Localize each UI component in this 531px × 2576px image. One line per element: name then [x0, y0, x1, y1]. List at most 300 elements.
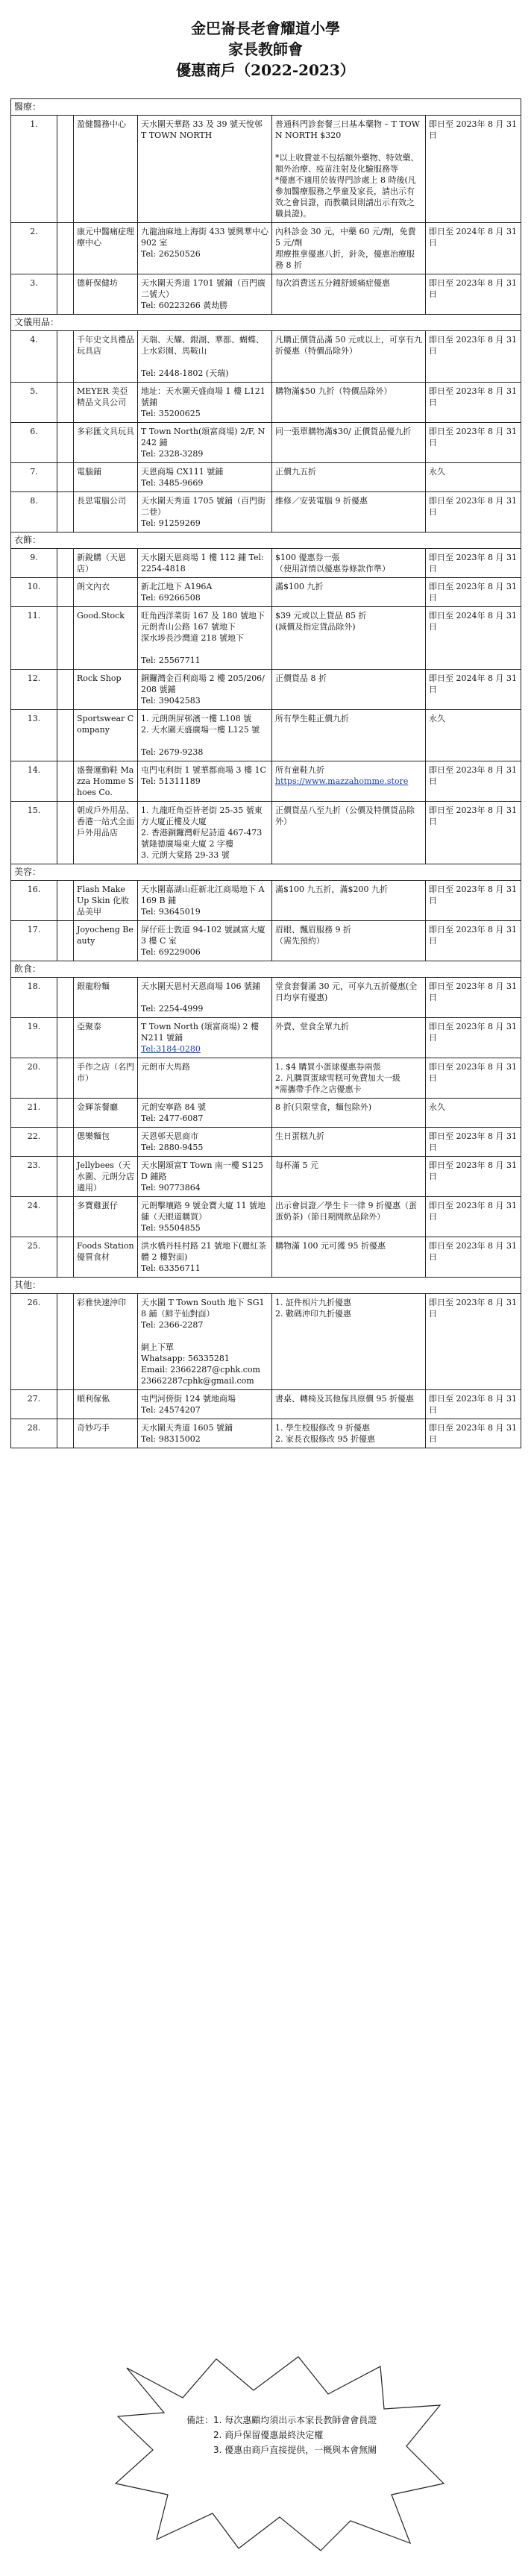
- offer-detail: [272, 578, 426, 607]
- shop-address: [138, 1099, 272, 1128]
- text-line: Tel: 69266508: [141, 593, 201, 603]
- remarks-line-1: 備註：1. 每次惠顧均須出示本家長教師會會員證: [186, 2415, 377, 2425]
- text-line: 23662287cphk@gmail.com: [141, 1376, 254, 1386]
- category-cell: [57, 274, 74, 315]
- row-number: 22.: [11, 1128, 57, 1157]
- text-line: 天水圍 T Town South 地下 SG18 鋪（鮮芋仙對面）: [141, 1298, 265, 1319]
- offer-detail: [272, 549, 426, 578]
- shop-address: [138, 1128, 272, 1157]
- category-cell: [57, 1099, 74, 1128]
- text-line: T Town North (頌富商場) 2 樓 N211 號鋪: [141, 1022, 260, 1043]
- table-row: [11, 881, 521, 921]
- text-line: Good.Stock: [77, 611, 125, 621]
- text-line: 出示會員證／學生卡一律 9 折優惠（蛋蛋奶茶)（節日期間飲品除外）: [275, 1201, 417, 1222]
- category-cell: [57, 1128, 74, 1157]
- text-line: （需先預約）: [275, 936, 324, 946]
- text-line: 8 折(只限堂食，麵包除外): [275, 1102, 372, 1112]
- text-line: （使用詳情以優惠券條款作準）: [275, 564, 390, 574]
- text-line: 眉眼、飄眉服務 9 折: [275, 925, 351, 934]
- row-number: 6.: [11, 423, 57, 463]
- text-line: 購物滿 100 元可獲 95 折優惠: [275, 1241, 386, 1251]
- text-line: 天水圍嘉湖山莊新北江商場地下 A 169 B 鋪: [141, 885, 265, 905]
- text-line: Tel: 69229006: [141, 947, 201, 957]
- category-cell: [57, 116, 74, 223]
- text-line: 天恩商場 CX111 號鋪: [141, 467, 224, 477]
- table-row: [11, 116, 521, 223]
- text-line: 朗文內衣: [77, 582, 110, 591]
- text-line: 電腦鋪: [77, 467, 101, 477]
- shop-address: [138, 1058, 272, 1099]
- offer-detail: [272, 1294, 426, 1390]
- offer-detail: [272, 1419, 426, 1448]
- shop-address: [138, 383, 272, 423]
- text-line: 長思電腦公司: [77, 496, 126, 506]
- text-line: 堂食套餐滿 30 元，可享九五折優惠(全日均享有優惠): [275, 981, 418, 1002]
- text-line: 天水圍天秀道 1701 號鋪（百門廣二號大）: [141, 278, 266, 299]
- text-line: 生日蛋糕九折: [275, 1131, 324, 1141]
- category-cell: [57, 978, 74, 1018]
- text-line: 盛譽運動鞋 Mazza Homme Shoes Co.: [77, 765, 134, 797]
- text-line: T Town North(頌富商場) 2/F, N242 鋪: [141, 427, 266, 447]
- shop-name: [74, 578, 138, 607]
- text-line: Tel: 3485-9669: [141, 478, 204, 488]
- offer-detail: [272, 116, 426, 223]
- offer-period: 即日至 2023年 8 月 31 日: [426, 492, 521, 533]
- text-line: 2. 天水圍天盛廣場一樓 L125 號: [141, 725, 260, 735]
- category-cell: [57, 1157, 74, 1197]
- row-number: 12.: [11, 670, 57, 710]
- text-line: 天水圍天恩商場 1 樓 112 鋪 Tel: 2254-4818: [141, 553, 264, 574]
- table-row: [11, 492, 521, 533]
- shop-name: [74, 1390, 138, 1419]
- shop-address: [138, 761, 272, 802]
- offer-detail: [272, 423, 426, 463]
- category-cell: [57, 607, 74, 670]
- table-row: [11, 1294, 521, 1390]
- table-row: [11, 1128, 521, 1157]
- text-line: Flash Make Up Skin 化妝品美甲: [77, 885, 130, 917]
- category-cell: [57, 223, 74, 274]
- text-line: 元朗擊壤路 9 號金寶大廈 11 號地舖（天眼道購買）: [141, 1201, 266, 1222]
- row-number: 17.: [11, 921, 57, 961]
- table-row: [11, 670, 521, 710]
- row-number: 13.: [11, 710, 57, 761]
- shop-name: [74, 331, 138, 383]
- page-title: 優惠商戶（2022-2023）: [176, 61, 355, 79]
- text-line: 維修／安裝電腦 9 折優惠: [275, 496, 368, 506]
- text-line: 凡購正價貨品滿 50 元或以上，可享有九折優惠（特價品除外）: [275, 335, 422, 356]
- offer-period: 即日至 2023年 8 月 31 日: [426, 802, 521, 864]
- section-heading: 醫療：: [11, 99, 521, 116]
- offer-period: 即日至 2023年 8 月 31 日: [426, 383, 521, 423]
- offer-period: 即日至 2023年 8 月 31 日: [426, 423, 521, 463]
- offer-period: 即日至 2024年 8 月 31 日: [426, 607, 521, 670]
- shop-name: [74, 607, 138, 670]
- offer-detail: [272, 1197, 426, 1237]
- section-row: [11, 864, 521, 881]
- text-line: Tel: 2679-9238: [141, 747, 204, 757]
- text-line: 1. 元朗朗屏邨濱一樓 L108 號: [141, 714, 252, 723]
- text-line: Tel: 90773864: [141, 1183, 201, 1193]
- merchant-table: [10, 98, 521, 1448]
- text-line: 銅鑼灣金百利商場 2 樓 205/206/ 208 號鋪: [141, 673, 265, 694]
- offer-period: 即日至 2023年 8 月 31 日: [426, 549, 521, 578]
- section-row: [11, 315, 521, 331]
- shop-address: [138, 1294, 272, 1390]
- table-row: [11, 549, 521, 578]
- row-number: 26.: [11, 1294, 57, 1390]
- table-row: [11, 1018, 521, 1058]
- text-line: 正價貨品 8 折: [275, 673, 327, 683]
- association-name: 家長教師會: [228, 40, 303, 58]
- offer-detail: [272, 383, 426, 423]
- category-cell: [57, 463, 74, 492]
- row-number: 5.: [11, 383, 57, 423]
- text-line: 天恩邨天恩商市: [141, 1131, 198, 1141]
- table-row: [11, 978, 521, 1018]
- shop-name: [74, 761, 138, 802]
- offer-period: 永久: [426, 463, 521, 492]
- offer-detail: [272, 607, 426, 670]
- shop-name: [74, 802, 138, 864]
- section-row: [11, 1278, 521, 1294]
- row-number: 10.: [11, 578, 57, 607]
- text-line: 九龍油麻地上海街 433 號興華中心 902 室: [141, 227, 268, 248]
- offer-detail: [272, 1128, 426, 1157]
- shop-address: [138, 549, 272, 578]
- text-line: 所有學生鞋正價九折: [275, 714, 349, 723]
- shop-name: [74, 670, 138, 710]
- text-line: 偲樂麵包: [77, 1131, 110, 1141]
- shop-name: [74, 116, 138, 223]
- text-line: 手作之店（名門市）: [77, 1062, 134, 1083]
- row-number: 16.: [11, 881, 57, 921]
- text-line: Tel: 60223266 黃劫勝: [141, 301, 228, 310]
- row-number: 27.: [11, 1390, 57, 1419]
- section-heading: 衣飾：: [11, 533, 521, 549]
- text-line: 天瑞、天耀、銀湖、華都、蝴蝶、上水彩園、馬鞍山: [141, 335, 264, 356]
- table-row: [11, 1099, 521, 1128]
- table-row: [11, 423, 521, 463]
- page-header: [0, 18, 531, 81]
- remarks-box: [112, 2353, 447, 2554]
- text-line: 天水圍頌富T Town 南一樓 S125D 鋪路: [141, 1160, 263, 1181]
- row-number: 3.: [11, 274, 57, 315]
- offer-detail: [272, 1157, 426, 1197]
- offer-period: 即日至 2023年 8 月 31 日: [426, 116, 521, 223]
- row-number: 9.: [11, 549, 57, 578]
- text-line: Tel: 91259269: [141, 518, 201, 528]
- text-line: 每杯滿 5 元: [275, 1160, 318, 1170]
- text-line: 天水圍天秀道 1705 號鋪（百門街二巷）: [141, 496, 266, 517]
- shop-address: [138, 607, 272, 670]
- shop-address: [138, 670, 272, 710]
- category-cell: [57, 670, 74, 710]
- text-line: 旺角西洋菜街 167 及 180 號地下: [141, 611, 265, 621]
- row-number: 4.: [11, 331, 57, 383]
- category-cell: [57, 921, 74, 961]
- text-line: Jellybees（天水圍、元朗分店適用）: [77, 1160, 134, 1193]
- section-heading: 其他：: [11, 1278, 521, 1294]
- shop-address: [138, 331, 272, 383]
- shop-address: [138, 274, 272, 315]
- shop-name: [74, 978, 138, 1018]
- text-line: [141, 992, 268, 1003]
- shop-name: [74, 223, 138, 274]
- row-number: 25.: [11, 1237, 57, 1278]
- text-line: [141, 644, 268, 655]
- category-cell: [57, 578, 74, 607]
- shop-name: [74, 1058, 138, 1099]
- school-name: 金巴崙長老會耀道小學: [191, 19, 340, 37]
- shop-address: [138, 1157, 272, 1197]
- section-heading: 文儀用品：: [11, 315, 521, 331]
- shop-name: [74, 549, 138, 578]
- offer-detail: [272, 223, 426, 274]
- table-row: [11, 383, 521, 423]
- row-number: 19.: [11, 1018, 57, 1058]
- text-line: 天水圍天秀道 1605 號鋪: [141, 1423, 233, 1433]
- text-line: Foods Station 優質食材: [77, 1241, 134, 1262]
- table-row: [11, 607, 521, 670]
- text-line: Tel: 95504855: [141, 1223, 201, 1233]
- offer-period: 即日至 2023年 8 月 31 日: [426, 1018, 521, 1058]
- text-line: 德軒保健坊: [77, 278, 118, 288]
- text-line: Rock Shop: [77, 673, 122, 683]
- offer-detail: [272, 761, 426, 802]
- text-line: 朝成戶外用品、香港一站式全面戶外用品店: [77, 805, 134, 838]
- category-cell: [57, 492, 74, 533]
- shop-address: [138, 1018, 272, 1058]
- category-cell: [57, 761, 74, 802]
- text-line: (減價及指定貨品除外): [275, 622, 356, 632]
- text-line: 深水埗長沙灣道 218 號地下: [141, 633, 244, 643]
- text-line: $100 優惠券一張: [275, 553, 340, 562]
- category-cell: [57, 1018, 74, 1058]
- offer-period: 即日至 2023年 8 月 31 日: [426, 274, 521, 315]
- row-number: 24.: [11, 1197, 57, 1237]
- shop-name: [74, 463, 138, 492]
- text-line: Tel: 2366-2287: [141, 1320, 204, 1330]
- text-line: 1. $4 購買小蛋球優惠券兩張: [275, 1062, 381, 1072]
- text-line: 彩雅快速沖印: [77, 1298, 126, 1307]
- offer-detail: [272, 670, 426, 710]
- text-line: 新銳購（天恩店）: [77, 553, 126, 574]
- table-row: [11, 223, 521, 274]
- text-line: 正價貨品八至九折（公價及特價貨品除外）: [275, 805, 415, 826]
- text-line: 屯門屯利街 1 號華都商場 3 樓 1C: [141, 765, 266, 775]
- category-cell: [57, 549, 74, 578]
- shop-name: [74, 1419, 138, 1448]
- offer-period: 即日至 2023年 8 月 31 日: [426, 921, 521, 961]
- shop-name: [74, 423, 138, 463]
- category-cell: [57, 1419, 74, 1448]
- table-row: [11, 921, 521, 961]
- text-line: 多寶雞蛋仔: [77, 1201, 118, 1210]
- row-number: 2.: [11, 223, 57, 274]
- offer-period: 即日至 2023年 8 月 31 日: [426, 1294, 521, 1390]
- offer-detail: [272, 1390, 426, 1419]
- row-number: 11.: [11, 607, 57, 670]
- text-line: MEYER 美亞精品文具公司: [77, 386, 128, 407]
- shop-name: [74, 1157, 138, 1197]
- text-line: 順利傢俬: [77, 1394, 110, 1404]
- text-line: Tel: 2328-3289: [141, 449, 204, 459]
- shop-name: [74, 1128, 138, 1157]
- table-row: [11, 1390, 521, 1419]
- shop-name: [74, 1237, 138, 1278]
- text-line: 天水圍天華路 33 及 39 號天悅邨 T TOWN NORTH: [141, 119, 263, 140]
- text-line: *優惠不適用於彼得門診處上 8 時後(凡參加醫療服務之學童及家長，請出示有效之會員證，而教職員則請出示有效之職員證)。: [275, 175, 416, 219]
- text-line: Tel: 35200625: [141, 409, 201, 418]
- offer-period: 即日至 2023年 8 月 31 日: [426, 578, 521, 607]
- section-heading: 美容：: [11, 864, 521, 881]
- text-line: [141, 356, 268, 368]
- text-line: https://www.mazzahomme.store: [275, 776, 409, 786]
- table-row: [11, 1157, 521, 1197]
- offer-period: 即日至 2024年 8 月 31 日: [426, 223, 521, 274]
- section-heading: 飲食：: [11, 961, 521, 978]
- offer-period: 即日至 2023年 8 月 31 日: [426, 331, 521, 383]
- text-line: 亞聚泰: [77, 1022, 101, 1031]
- text-line: 多彩匯文具玩具: [77, 427, 134, 436]
- text-line: 1. 九龍旺角亞皆老街 25-35 號東方大廈正樓及大廈: [141, 805, 263, 826]
- row-number: 18.: [11, 978, 57, 1018]
- category-cell: [57, 1294, 74, 1390]
- text-line: 奇妙巧手: [77, 1423, 110, 1433]
- category-cell: [57, 1237, 74, 1278]
- offer-period: 即日至 2023年 8 月 31 日: [426, 1390, 521, 1419]
- offer-detail: [272, 274, 426, 315]
- shop-address: [138, 492, 272, 533]
- text-line: 千年史文具禮品玩具店: [77, 335, 134, 356]
- offer-detail: [272, 492, 426, 533]
- shop-address: [138, 978, 272, 1018]
- remarks-line-2: 2. 商戶保留優惠最終決定權: [213, 2430, 324, 2440]
- shop-address: [138, 223, 272, 274]
- shop-name: [74, 492, 138, 533]
- text-line: Whatsapp: 56335281: [141, 1354, 230, 1363]
- offer-period: 即日至 2024年 8 月 31 日: [426, 670, 521, 710]
- category-cell: [57, 881, 74, 921]
- text-line: Sportswear Company: [77, 714, 134, 735]
- shop-address: [138, 463, 272, 492]
- text-line: 理療推拿優惠八折，針灸，優惠治療服務 8 折: [275, 249, 415, 270]
- text-line: 元朗市大馬路: [141, 1062, 190, 1072]
- text-line: Tel: 63356711: [141, 1263, 201, 1273]
- shop-name: [74, 1197, 138, 1237]
- text-line: Tel: 25567711: [141, 656, 201, 665]
- remarks-line-3: 3. 優惠由商戶直接提供，一概與本會無關: [213, 2445, 377, 2455]
- text-line: Joyocheng Beauty: [77, 925, 133, 946]
- text-line: 康元中醫痛症理療中心: [77, 227, 134, 248]
- row-number: 1.: [11, 116, 57, 223]
- offer-period: 即日至 2023年 8 月 31 日: [426, 761, 521, 802]
- shop-address: [138, 1237, 272, 1278]
- row-number: 21.: [11, 1099, 57, 1128]
- text-line: 2. 凡購買蛋球雪糕可免費加大一級: [275, 1073, 400, 1083]
- remarks: [186, 2413, 433, 2457]
- category-cell: [57, 1390, 74, 1419]
- text-line: 書桌、轉椅及其他傢具原價 95 折優惠: [275, 1394, 414, 1404]
- offer-period: 即日至 2023年 8 月 31 日: [426, 881, 521, 921]
- offer-detail: [272, 921, 426, 961]
- text-line: *需攜帶手作之店優惠卡: [275, 1084, 362, 1094]
- text-line: *以上收費並不包括額外藥物、特效藥、額外治療、疫苗注射及化驗服務等: [275, 153, 419, 174]
- table-row: [11, 1197, 521, 1237]
- offer-period: 即日至 2023年 8 月 31 日: [426, 1058, 521, 1099]
- text-line: 元朗青山公路 167 號地下: [141, 622, 236, 632]
- text-line: Tel: 2477-6087: [141, 1113, 204, 1123]
- table-row: [11, 463, 521, 492]
- shop-address: [138, 116, 272, 223]
- offer-period: 即日至 2023年 8 月 31 日: [426, 978, 521, 1018]
- text-line: 網上下單: [141, 1342, 174, 1352]
- text-line: 金輝茶餐廳: [77, 1102, 118, 1112]
- category-cell: [57, 423, 74, 463]
- text-line: Tel: 2880-9455: [141, 1143, 204, 1152]
- table-row: [11, 274, 521, 315]
- text-line: [141, 735, 268, 747]
- offer-period: 即日至 2023年 8 月 31 日: [426, 1197, 521, 1237]
- text-line: Tel: 93645019: [141, 907, 201, 917]
- table-row: [11, 1237, 521, 1278]
- shop-name: [74, 1294, 138, 1390]
- text-line: 天水圍天恩村天恩商場 106 號鋪: [141, 981, 260, 991]
- table-row: [11, 761, 521, 802]
- text-line: 每次消費送五分鐘舒緩痛症優惠: [275, 278, 390, 288]
- text-line: 新北江地下 A196A: [141, 582, 213, 591]
- shop-name: [74, 881, 138, 921]
- text-line: Tel: 26250526: [141, 249, 201, 259]
- offer-period: 即日至 2023年 8 月 31 日: [426, 1128, 521, 1157]
- text-line: Tel: 98315002: [141, 1434, 201, 1444]
- text-line: Tel:3184-0280: [141, 1044, 201, 1054]
- offer-detail: [272, 802, 426, 864]
- offer-detail: [272, 463, 426, 492]
- section-row: [11, 961, 521, 978]
- shop-address: [138, 710, 272, 761]
- table-row: [11, 1058, 521, 1099]
- text-line: 外賣、堂食全單九折: [275, 1022, 349, 1031]
- text-line: 2. 家長衣服修改 95 折優惠: [275, 1434, 375, 1444]
- text-line: [275, 141, 422, 152]
- table-row: [11, 578, 521, 607]
- text-line: 2. 香港銅鑼灣軒尼詩道 467-473 號隆德廣場東大廈 2 字樓: [141, 828, 263, 849]
- text-line: 元朗安寧路 84 號: [141, 1102, 206, 1112]
- offer-detail: [272, 1018, 426, 1058]
- shop-address: [138, 423, 272, 463]
- shop-address: [138, 921, 272, 961]
- text-line: 2. 數碼沖印九折優惠: [275, 1309, 351, 1319]
- text-line: 地址：天水圍天盛商場 1 樓 L121 號鋪: [141, 386, 266, 407]
- offer-detail: [272, 331, 426, 383]
- offer-period: 永久: [426, 1099, 521, 1128]
- text-line: [141, 1331, 268, 1342]
- table-row: [11, 331, 521, 383]
- row-number: 20.: [11, 1058, 57, 1099]
- category-cell: [57, 331, 74, 383]
- text-line: 普通科門診套餐三日基本藥物 – T TOWN NORTH $320: [275, 119, 420, 140]
- shop-name: [74, 1099, 138, 1128]
- category-cell: [57, 1058, 74, 1099]
- text-line: 洪水橋丹桂村路 21 號地下(麗紅茶體 2 樓對面): [141, 1241, 267, 1262]
- text-line: 正價九五折: [275, 467, 316, 477]
- text-line: $39 元或以上貨品 85 折: [275, 611, 367, 621]
- row-number: 28.: [11, 1419, 57, 1448]
- section-row: [11, 533, 521, 549]
- text-line: Tel: 2254-4999: [141, 1004, 204, 1014]
